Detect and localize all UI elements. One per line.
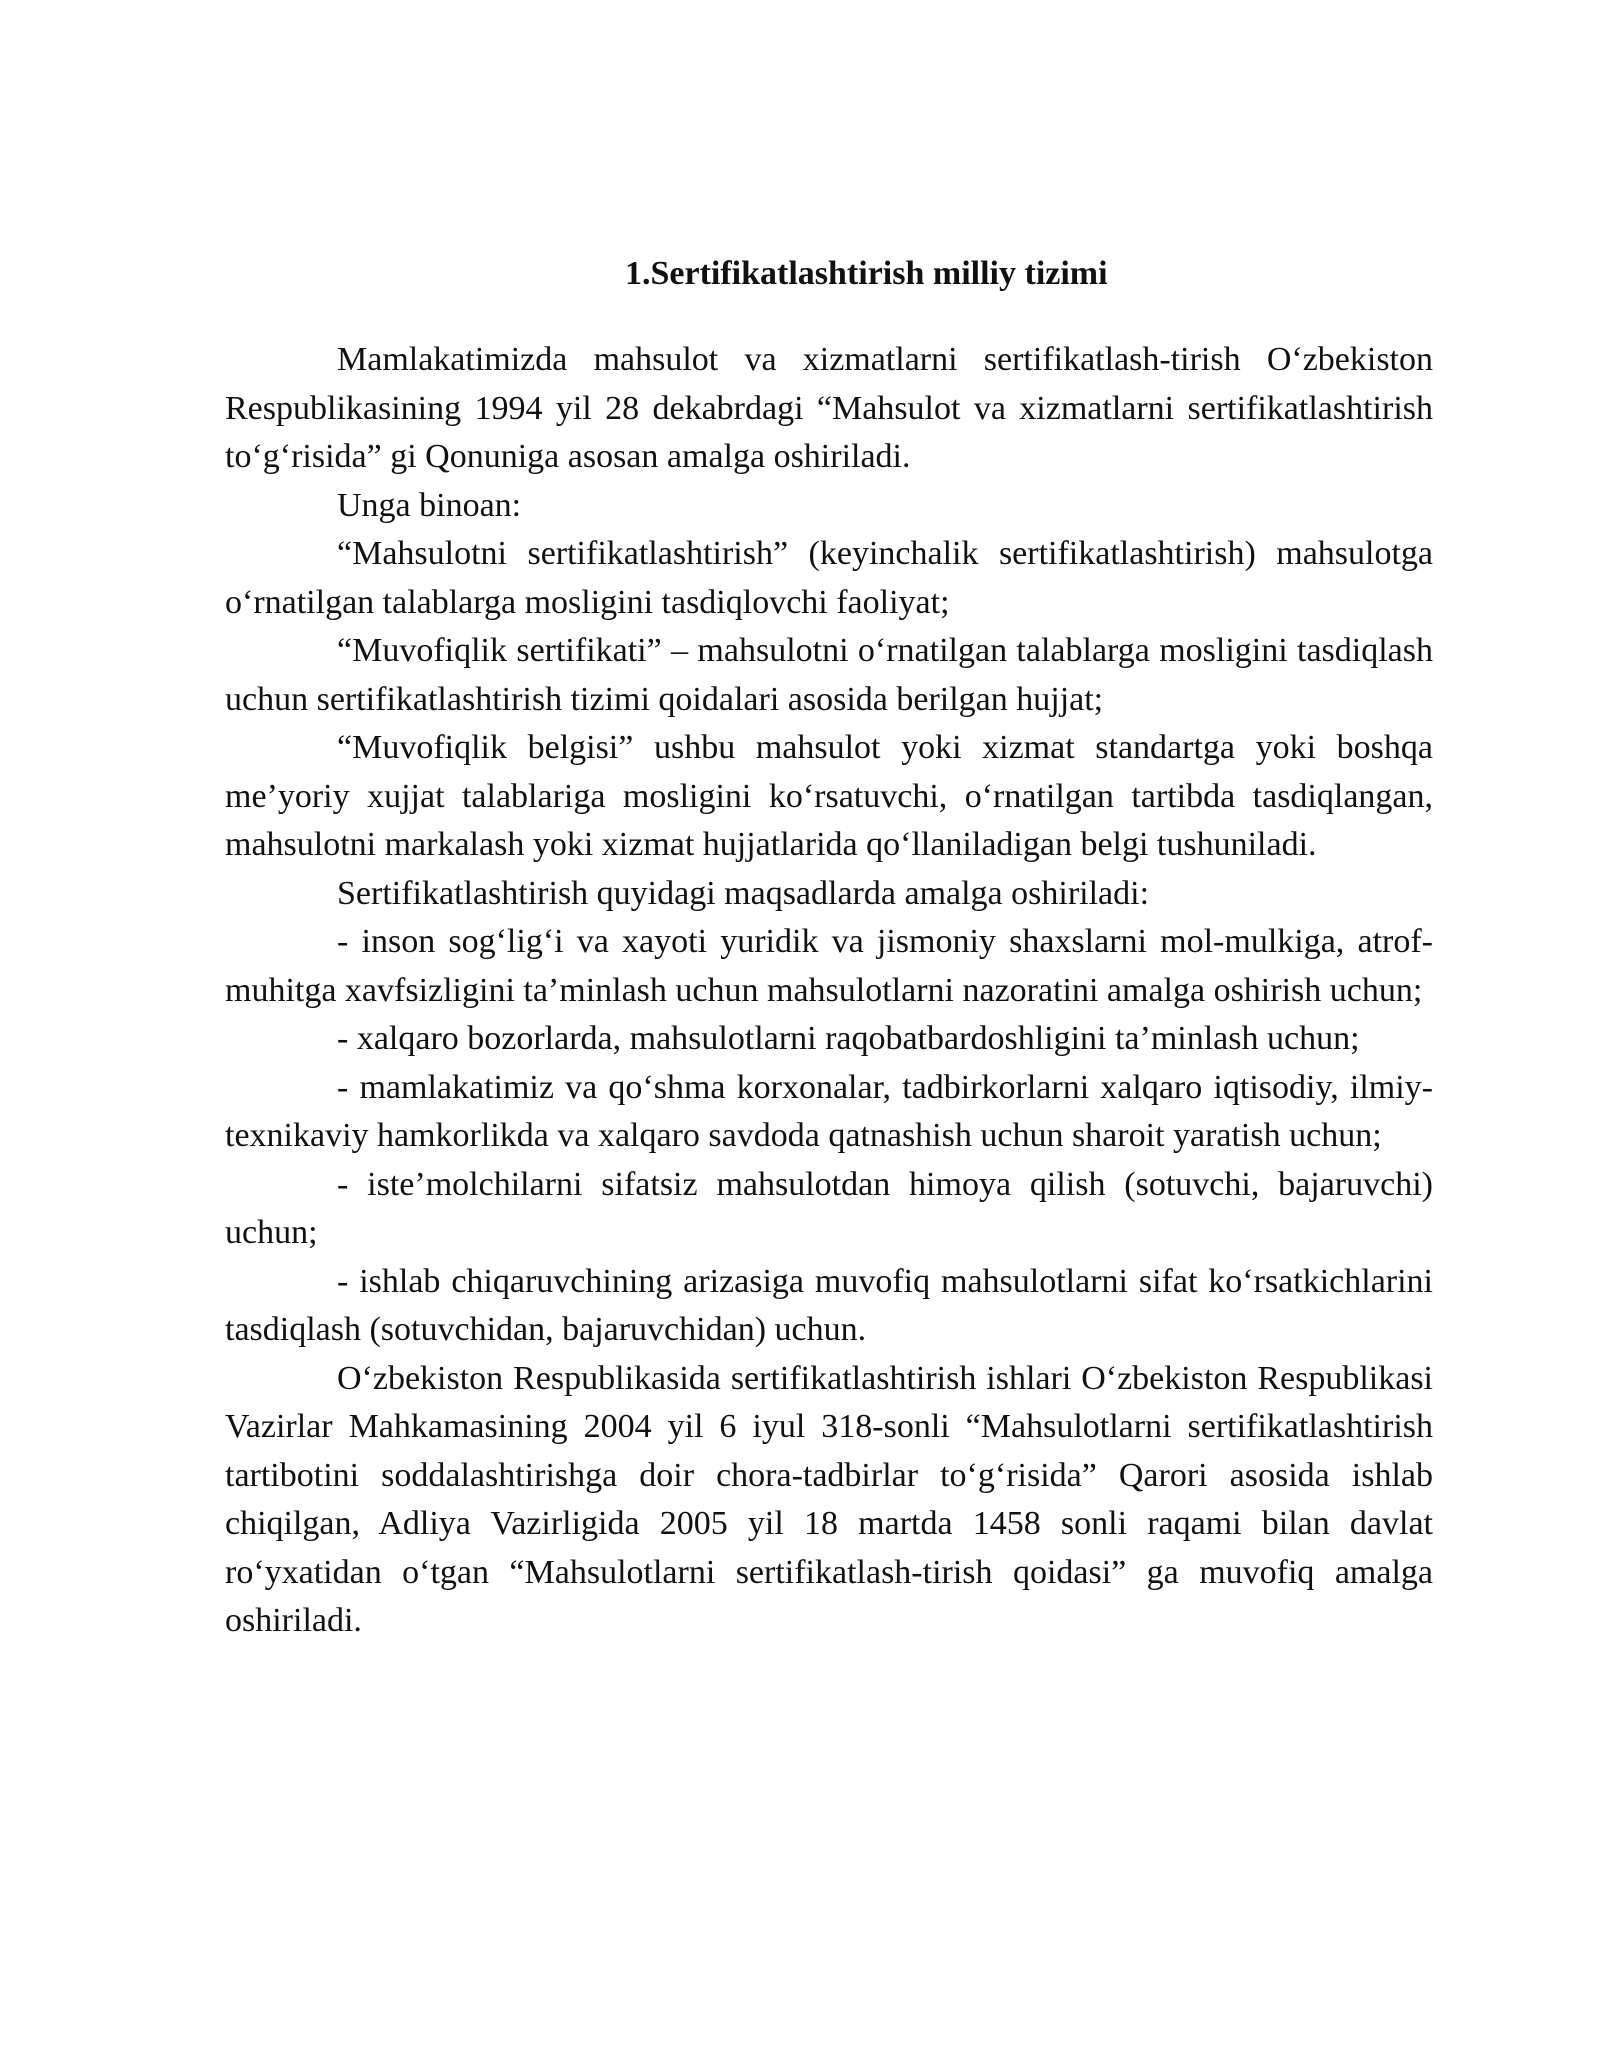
definition-conformity-certificate: “Muvofiqlik sertifikati” – mahsulotni o‘rnatilgan talablarga mosligini tasdiqlash uchun sertifikatlashtirish tizimi qoidalari asosida berilgan hujjat; bbox=[225, 632, 1433, 718]
paragraph-intro: Mamlakatimizda mahsulot va xizmatlarni sertifikatlash-tirish O‘zbekiston Respublikasining 1994 yil 28 dekabrdagi “Mahsulot va xizmatlarni sertifikatlashtirish to‘g‘risida” gi Qonuniga asosan amalga oshiriladi. bbox=[225, 341, 1433, 475]
goal-list-item: - xalqaro bozorlarda, mahsulotlarni raqobatbardoshligini ta’minlash uchun; bbox=[337, 1020, 1360, 1057]
goal-list-item: - mamlakatimiz va qo‘shma korxonalar, tadbirkorlarni xalqaro iqtisodiy, ilmiy-texnikaviy hamkorlikda va xalqaro savdoda qatnashish uchun sharoit yaratish uchun; bbox=[225, 1068, 1433, 1154]
goal-list-item: - inson sog‘lig‘i va xayoti yuridik va jismoniy shaxslarni mol-mulkiga, atrof-muhitga xavfsizligini ta’minlash uchun mahsulotlarni nazoratini amalga oshirish uchun; bbox=[225, 923, 1433, 1009]
section-title: 1.Sertifikatlashtirish milliy tizimi bbox=[625, 255, 1108, 292]
paragraph-accordingly: Unga binoan: bbox=[337, 486, 522, 524]
goal-list-item: - iste’molchilarni sifatsiz mahsulotdan himoya qilish (sotuvchi, bajaruvchi) uchun; bbox=[225, 1165, 1433, 1251]
paragraph-goals-intro: Sertifikatlashtirish quyidagi maqsadlarda amalga oshiriladi: bbox=[337, 874, 1150, 912]
definition-product-certification: “Mahsulotni sertifikatlashtirish” (keyinchalik sertifikatlashtirish) mahsulotga o‘rnatilgan talablarga mosligini tasdiqlovchi faoliyat; bbox=[225, 535, 1433, 621]
goal-list-item: - ishlab chiqaruvchining arizasiga muvofiq mahsulotlarni sifat ko‘rsatkichlarini tasdiqlash (sotuvchidan, bajaruvchidan) uchun. bbox=[225, 1262, 1433, 1348]
paragraph-legal-basis: O‘zbekiston Respublikasida sertifikatlashtirish ishlari O‘zbekiston Respublikasi Vazirlar Mahkamasining 2004 yil 6 iyul 318-sonli “Mahsulotlarni sertifikatlashtirish tartibotini soddalashtirishga doir chora-tadbirlar to‘g‘risida” Qarori asosida ishlab chiqilgan, Adliya Vazirligida 2005 yil 18 martda 1458 sonli raqami bilan davlat ro‘yxatidan o‘tgan “Mahsulotlarni sertifikatlash-tirish qoidasi” ga muvofiq amalga oshiriladi. bbox=[225, 1359, 1433, 1639]
definition-conformity-mark: “Muvofiqlik belgisi” ushbu mahsulot yoki xizmat standartga yoki boshqa me’yoriy xujjat talablariga mosligini ko‘rsatuvchi, o‘rnatilgan tartibda tasdiqlangan, mahsulotni markalash yoki xizmat hujjatlarida qo‘llaniladigan belgi tushuniladi. bbox=[225, 729, 1433, 863]
document-body bbox=[225, 250, 1433, 1646]
